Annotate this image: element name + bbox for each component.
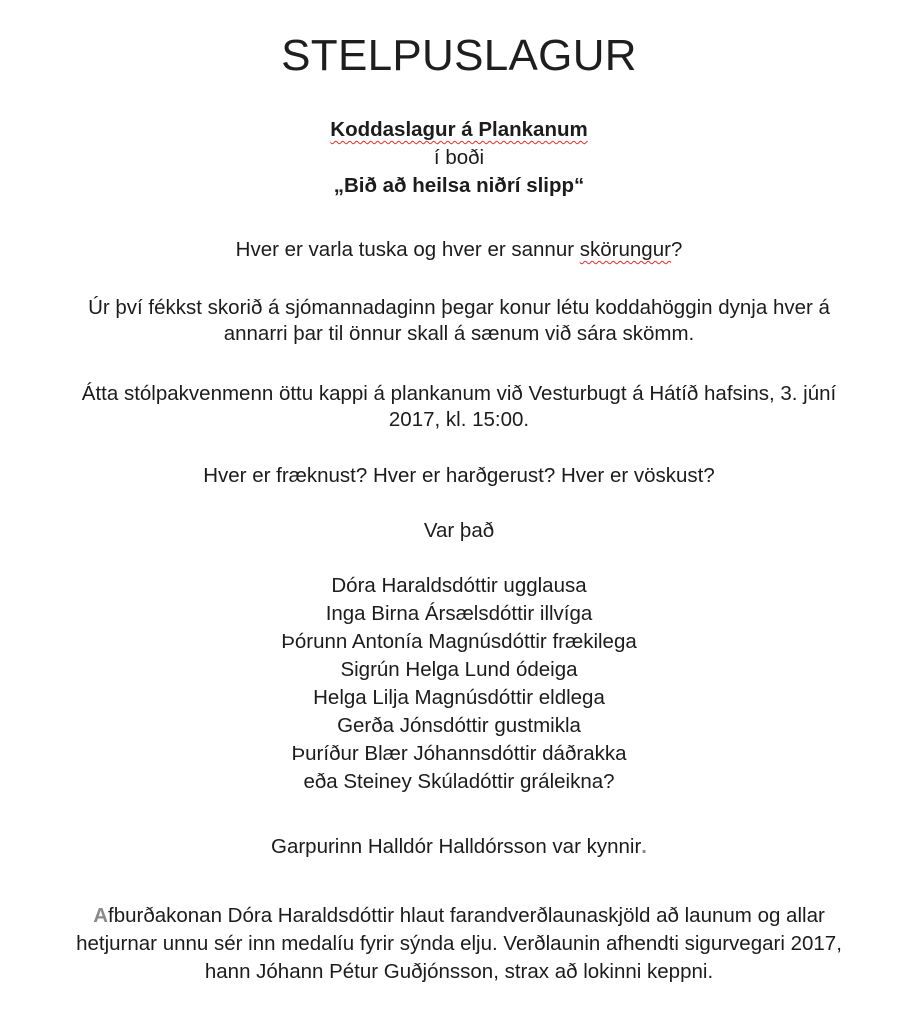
result-line-2: hetjurnar unnu sér inn medalíu fyrir sýnda elju. Verðlaunin afhendti sigurvegari 2017, xyxy=(76,932,842,955)
paragraph-1-line-1: Úr því fékkst skorið á sjómannadaginn þegar konur létu koddahöggin dynja hver á xyxy=(88,296,830,319)
list-item: eða Steiney Skúladóttir gráleikna? xyxy=(303,770,615,793)
result-first-letter: A xyxy=(93,904,108,927)
contestant-list xyxy=(0,572,918,796)
intro-question-prefix: Hver er varla tuska og hver er sannur xyxy=(235,238,580,261)
host-line-period: . xyxy=(641,835,647,858)
intro-question xyxy=(0,236,918,264)
three-questions: Hver er fræknust? Hver er harðgerust? Hver er vöskust? xyxy=(203,464,715,487)
list-item: Helga Lilja Magnúsdóttir eldlega xyxy=(313,686,605,709)
event-name xyxy=(0,116,918,144)
was-it-label: Var það xyxy=(423,519,495,542)
list-item: Sigrún Helga Lund ódeiga xyxy=(340,658,578,681)
paragraph-1-line-2: annarri þar til önnur skall á sænum við sára skömm. xyxy=(223,322,695,345)
list-item: Dóra Haraldsdóttir ugglausa xyxy=(331,574,587,597)
host-line-text: Garpurinn Halldór Halldórsson var kynnir xyxy=(271,835,642,858)
sponsor-name: „Bið að heilsa niðrí slipp“ xyxy=(333,174,585,197)
event-name-text: Koddaslagur á Plankanum xyxy=(330,118,588,141)
document-title: STELPUSLAGUR xyxy=(281,31,637,80)
list-item: Þuríður Blær Jóhannsdóttir dáðrakka xyxy=(291,742,627,765)
intro-question-flagged-word: skörungur xyxy=(579,238,671,261)
list-item: Þórunn Antonía Magnúsdóttir frækilega xyxy=(281,630,637,653)
list-item: Inga Birna Ársælsdóttir illvíga xyxy=(325,602,593,625)
paragraph-2-line-1: Átta stólpakvenmenn öttu kappi á plankanum við Vesturbugt á Hátíð hafsins, 3. júní xyxy=(81,382,837,405)
list-item: Gerða Jónsdóttir gustmikla xyxy=(337,714,581,737)
result-line-3: hann Jóhann Pétur Guðjónsson, strax að lokinni keppni. xyxy=(204,960,714,983)
intro-question-suffix: ? xyxy=(670,238,683,261)
result-line-1 xyxy=(0,902,918,930)
offered-by: í boði xyxy=(433,146,485,169)
host-line xyxy=(0,833,918,861)
paragraph-2-line-2: 2017, kl. 15:00. xyxy=(388,408,530,431)
result-line-1-text: fburðakonan Dóra Haraldsdóttir hlaut farandverðlaunaskjöld að launum og allar xyxy=(108,904,825,927)
